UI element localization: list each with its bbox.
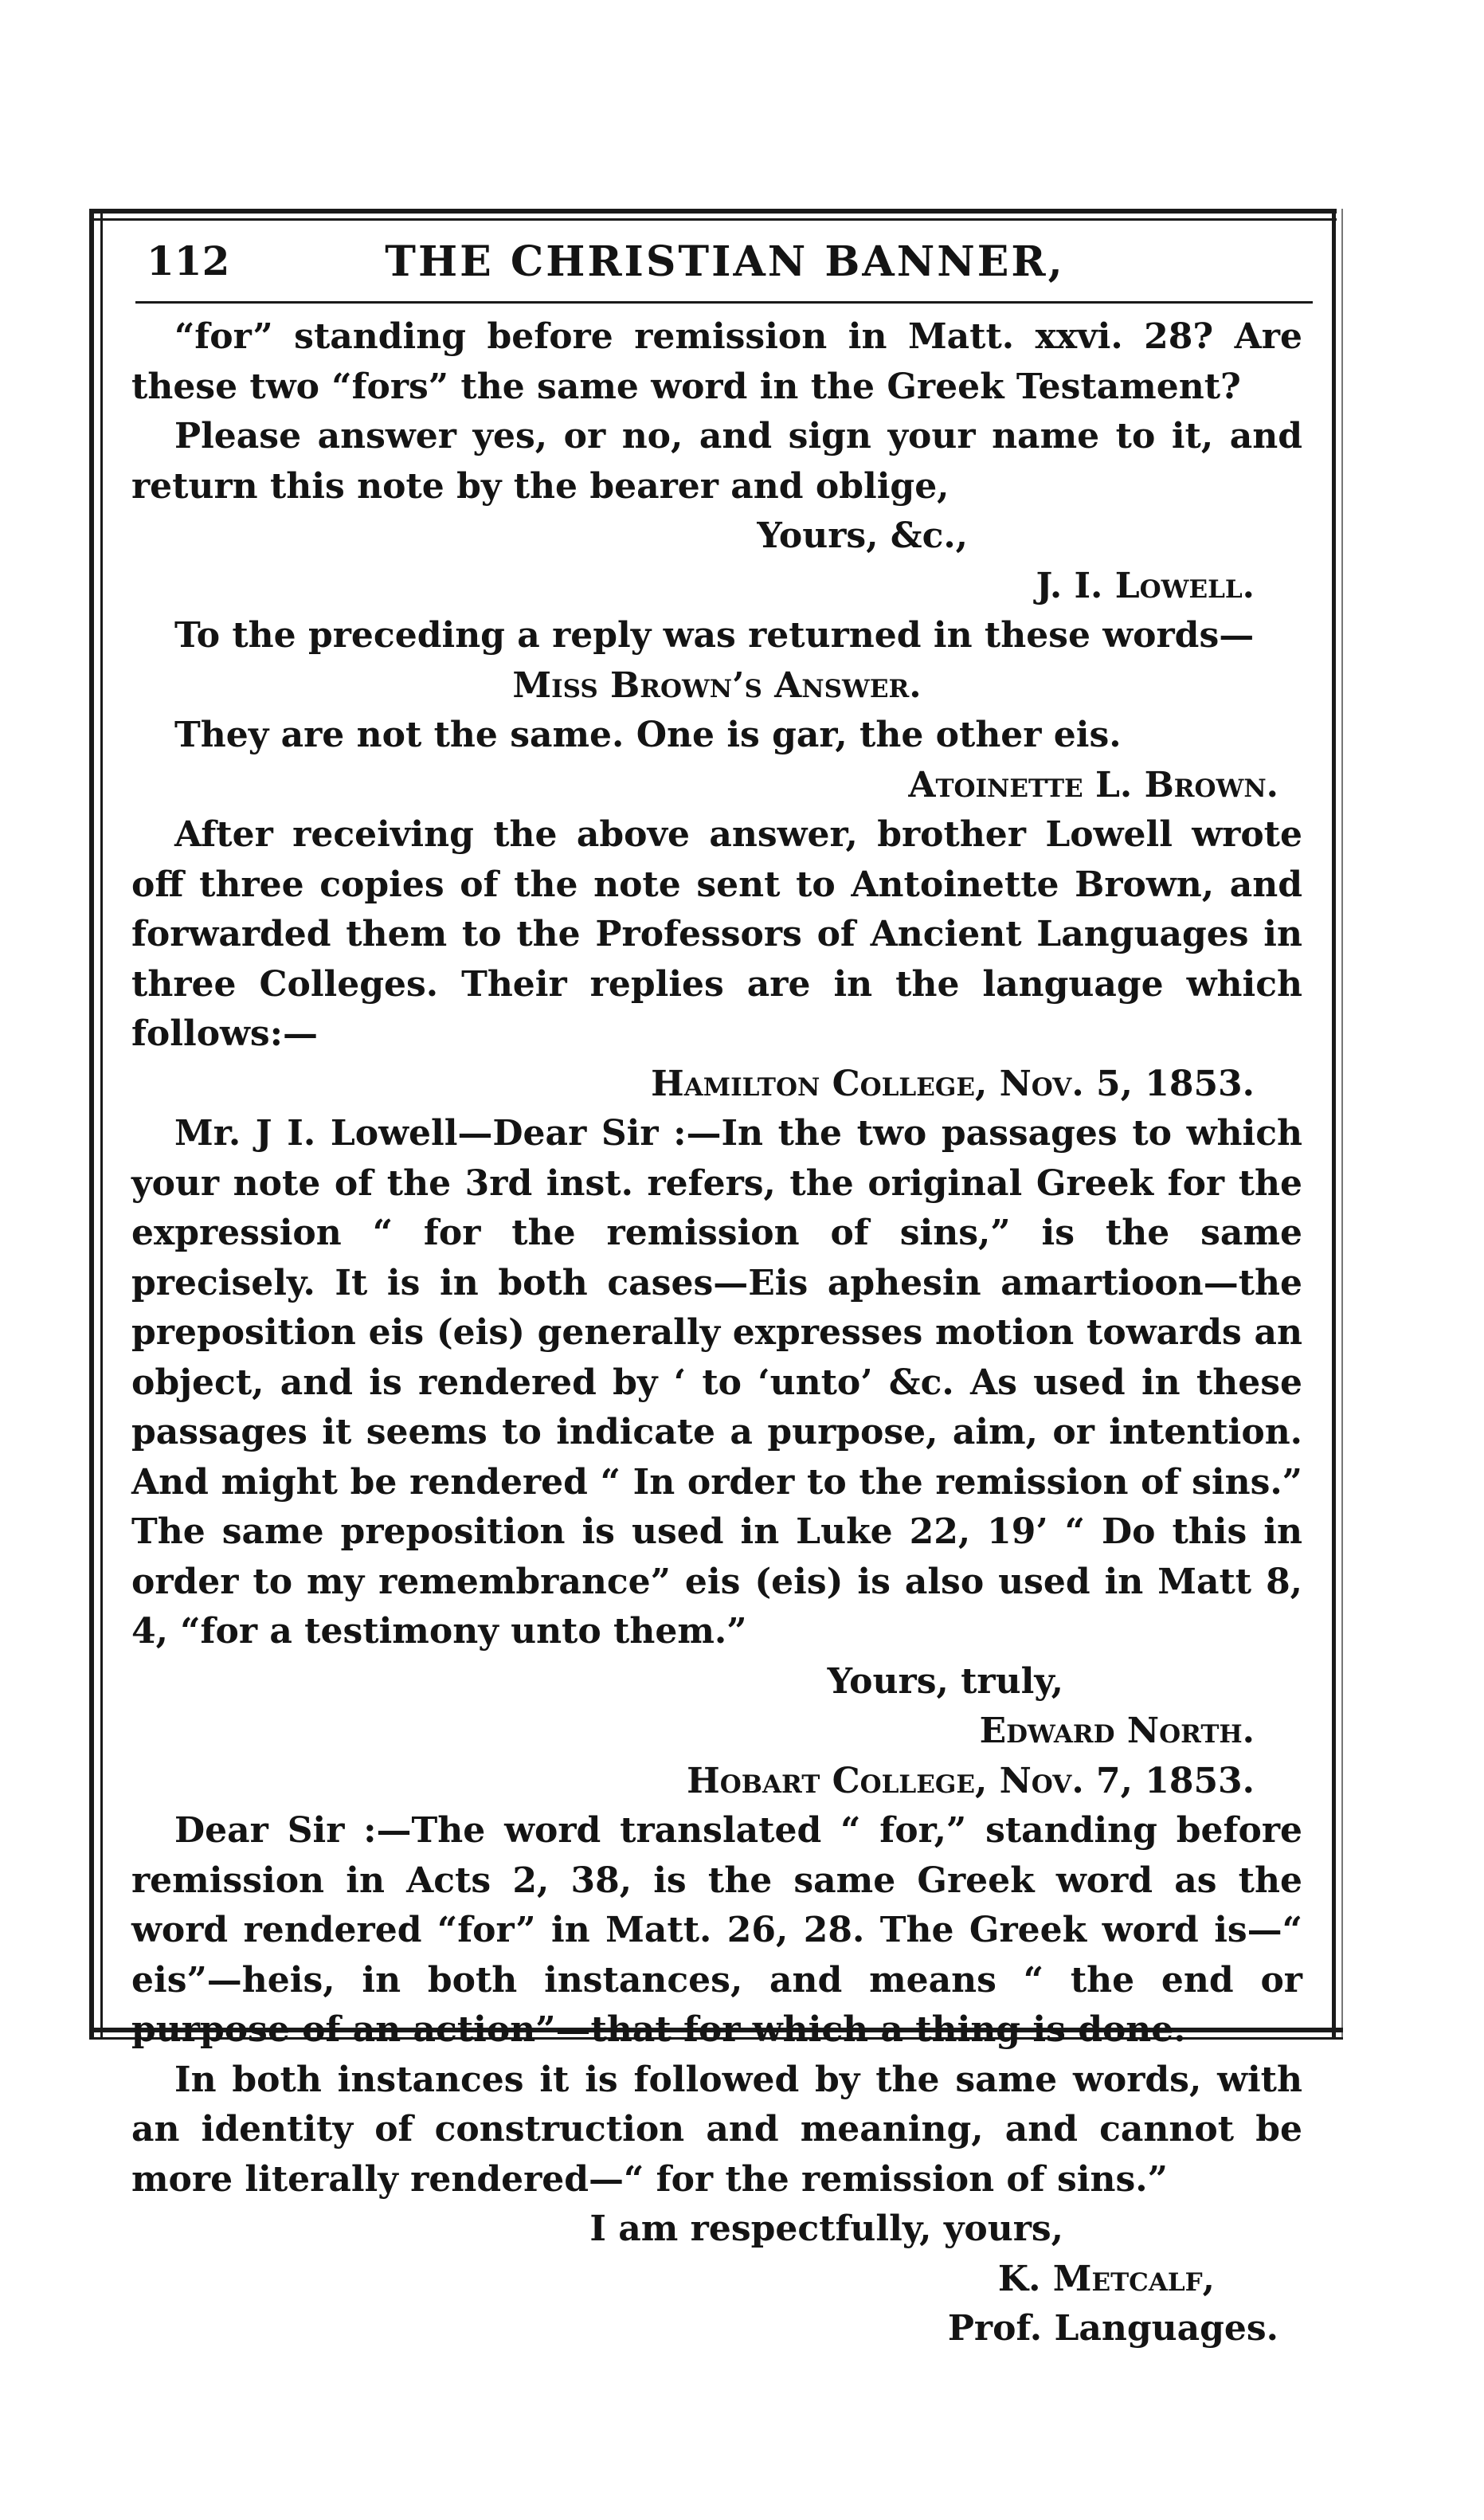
page-number: 112: [147, 237, 230, 284]
frame-right-rule-inner: [1341, 209, 1343, 2037]
page-header: [135, 231, 1314, 295]
letter-hobart-continued: In both instances it is followed by the same words, with an identity of construction and meaning, and cannot be more literally rendered—“ for the remission of sins.”: [131, 2059, 1302, 2200]
header-rule: [135, 301, 1313, 304]
closing-yours-truly: Yours, truly,: [827, 1660, 1063, 1702]
signature-brown: Atoinette L. Brown.: [908, 764, 1278, 805]
frame-top-rule-inner: [94, 218, 1337, 221]
frame-left-rule: [89, 209, 94, 2037]
paragraph-reply-intro: To the preceding a reply was returned in these words—: [174, 615, 1255, 656]
paragraph-brown-answer: They are not the same. One is gar, the other eis.: [174, 715, 1122, 755]
signature-north: Edward North.: [979, 1711, 1255, 1751]
frame-left-rule-inner: [100, 209, 103, 2037]
closing-yours: Yours, &c.,: [757, 515, 968, 556]
frame-top-rule: [94, 209, 1337, 214]
paragraph-request: Please answer yes, or no, and sign your name to it, and return this note by the bearer and oblige,: [131, 416, 1302, 507]
closing-respectfully: I am respectfully, yours,: [589, 2208, 1063, 2249]
dateline-hamilton: Hamilton College, Nov. 5, 1853.: [651, 1063, 1255, 1104]
page-body: [131, 312, 1302, 2354]
running-title: THE CHRISTIAN BANNER,: [385, 237, 1065, 286]
letter-hobart: Dear Sir :—The word translated “ for,” standing before remission in Acts 2, 38, is the same Greek word as the word rendered “for” in Matt. 26, 28. The Greek word is—“ eis”—heis, in both instances, and means “ the end or purpose of an action”—that for which a thing is done.: [131, 1810, 1302, 2050]
letter-hamilton: Mr. J I. Lowell—Dear Sir :—In the two passages to which your note of the 3rd inst. refers, the original Greek for the expression “ for the remission of sins,” is the same precisely. It is in both cases—Eis aphesin amartioon—the preposition eis (eis) generally expresses motion towards an object, and is rendered by ‘ to ‘unto’ &c. As used in these passages it seems to indicate a purpose, aim, or intention. And might be rendered “ In order to the remission of sins.” The same preposition is used in Luke 22, 19’ “ Do this in order to my remembrance” eis (eis) is also used in Matt 8, 4, “for a testimony unto them.”: [131, 1113, 1302, 1652]
paragraph-question: “for” standing before remission in Matt. xxvi. 28? Are these two “fors” the same word in the Greek Testament?: [131, 316, 1302, 407]
dateline-hobart: Hobart College, Nov. 7, 1853.: [687, 1760, 1255, 1801]
signature-title: Prof. Languages.: [947, 2308, 1278, 2349]
frame-right-rule: [1332, 209, 1336, 2037]
signature-lowell: J. I. Lowell.: [1036, 565, 1255, 606]
heading-miss-brown-answer: Miss Brown’s Answer.: [512, 664, 922, 706]
signature-metcalf: K. Metcalf,: [997, 2258, 1215, 2299]
paragraph-after-receiving: After receiving the above answer, brother Lowell wrote off three copies of the note sent to Antoinette Brown, and forwarded them to the Professors of Ancient Languages in three Colleges. Their replies are in the language which follows:—: [131, 814, 1302, 1054]
